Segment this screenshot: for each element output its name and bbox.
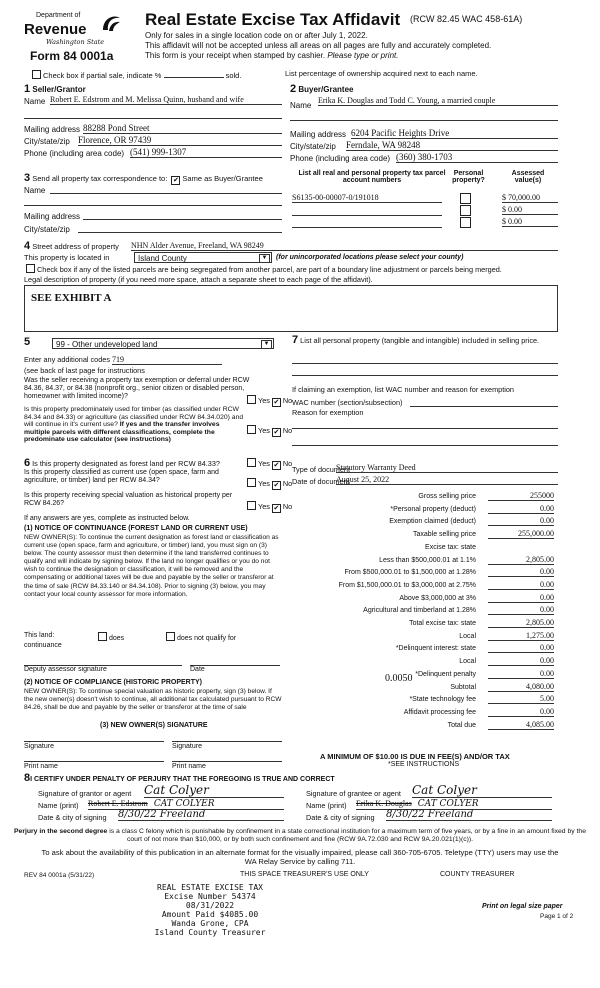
personal-property-checkbox[interactable] — [460, 193, 471, 204]
signature-label: Signature — [172, 743, 202, 750]
historic-no-checkbox[interactable]: ✔ — [273, 505, 280, 512]
print-name-label: Print name — [172, 763, 206, 770]
pct-note: List percentage of ownership acquired next to each name. — [285, 69, 478, 78]
chevron-down-icon: ▼ — [261, 340, 272, 349]
tax-row — [290, 542, 556, 553]
owner-print-name-line[interactable] — [172, 760, 282, 762]
assessed-value-header: Assessed value(s) — [511, 170, 545, 184]
tax-row-value[interactable]: 0.00 — [488, 707, 554, 717]
minimum-due-note: A MINIMUM OF $10.00 IS DUE IN FEE(S) AND/OR TAX — [320, 752, 510, 761]
tax-row-value[interactable]: 1,275.00 — [488, 631, 554, 641]
owner-print-name-line[interactable] — [24, 760, 164, 762]
tax-row — [290, 669, 556, 680]
tax-row-label: From $1,500,000.01 to $3,000,000 at 2.75% — [338, 581, 476, 589]
buyer-city-row: City/state/zip Ferndale, WA 98248 — [290, 142, 558, 151]
buyer-phone[interactable]: (360) 380-1703 — [396, 152, 558, 163]
parcel-number[interactable] — [292, 217, 442, 228]
land-use-select[interactable]: 99 - Other undeveloped land ▼ — [52, 338, 274, 349]
seller-heading: 1 Seller/Grantor — [24, 83, 86, 95]
tax-row-value[interactable]: 0.00 — [488, 504, 554, 514]
buyer-heading: 2 Buyer/Grantee — [290, 83, 354, 95]
page-number: Page 1 of 2 — [540, 913, 574, 920]
tax-row-label: Taxable selling price — [412, 531, 476, 539]
sec5-num: 5 — [24, 336, 31, 348]
tax-row-label: Excise tax: state — [425, 543, 476, 551]
doc-type-row: Type of document Statutory Warranty Deed — [292, 465, 558, 474]
tax-row-label: Total excise tax: state — [409, 620, 476, 627]
segregate-checkbox[interactable] — [26, 264, 35, 273]
seller-city-row: City/state/zip Florence, OR 97439 — [24, 137, 282, 146]
notice-continuance-body: NEW OWNER(S): To continue the current designation as forest land or classification as current use (open space, farm and agriculture, or timber) land, you must sign on (3) below. The county assessor must then determine if the land transferred continues to qualify and will indicate by signing below. If the land no longer qualifies or you do not wish to continue the designation or classification, it will be removed and the compensating or additional taxes will be due and payable by the seller or transferor at the time of sale (RCW 84.33.140 or 84.34.108). Prior to signing (3) below, you may contact your local county assessor for more information. — [24, 534, 279, 598]
tax-row-label: Subtotal — [450, 683, 476, 691]
parcel-number[interactable] — [292, 205, 442, 216]
tax-row — [290, 491, 556, 502]
exempt-label: If claiming an exemption, list WAC number and reason for exemption — [292, 385, 514, 394]
personal-property-line[interactable] — [292, 362, 558, 364]
sec4-located-row: This property is located in — [24, 253, 110, 262]
tax-row — [290, 720, 556, 731]
tax-row-label: *Personal property (deduct) — [390, 505, 476, 513]
reason-label: Reason for exemption — [292, 408, 364, 417]
wac-row: WAC number (section/subsection) — [292, 398, 558, 407]
personal-property-checkbox[interactable] — [460, 217, 471, 228]
sec3-addr-row: Mailing address — [24, 212, 282, 221]
tax-row — [290, 593, 556, 604]
seller-addr-row: Mailing address 88288 Pond Street — [24, 125, 282, 134]
tax-row-label: Affidavit processing fee — [403, 708, 476, 716]
does-not-checkbox[interactable] — [166, 632, 175, 641]
see-instructions: *SEE INSTRUCTIONS — [388, 761, 460, 768]
seller-phone[interactable]: (541) 999-1307 — [130, 147, 282, 158]
stamp-line: Island County Treasurer — [154, 928, 266, 937]
sec4-street-row: 4 Street address of property NHN Alder Avenue, Freeland, WA 98249 — [24, 240, 558, 252]
form-number: Form 84 0001a — [30, 49, 114, 63]
tax-row-label: *Delinquent penalty — [415, 670, 476, 678]
new-owner-signature-heading: (3) NEW OWNER(S) SIGNATURE — [100, 722, 208, 729]
grantee-name-row: Name (print) Erika K. Douglas CAT COLYER — [306, 801, 558, 810]
doc-type[interactable]: Statutory Warranty Deed — [336, 463, 558, 473]
stamp-line: Amount Paid $4085.00 — [161, 910, 259, 919]
forest-no-checkbox[interactable]: ✔ — [273, 462, 280, 469]
additional-codes-row: Enter any additional codes 719 — [24, 355, 222, 365]
this-land-row: This land: does does not qualify for — [24, 632, 237, 642]
tax-row-value[interactable]: 255,000.00 — [488, 529, 554, 539]
sec5-q2-answer: Yes ✔ No — [245, 425, 292, 437]
tax-row-value[interactable]: 0.00 — [488, 593, 554, 603]
sec3-name-line2[interactable] — [24, 204, 282, 206]
tax-row-value[interactable]: 4,080.00 — [488, 682, 554, 692]
header-line1: Only for sales in a single location code on or after July 1, 2022. — [145, 31, 368, 40]
grantor-signature-row: Signature of grantor or agent Cat Colyer — [38, 789, 288, 798]
stamp-line: 08/31/2022 — [185, 901, 235, 910]
partial-sale-checkbox[interactable] — [32, 70, 41, 79]
forest-yes-checkbox[interactable] — [247, 458, 256, 467]
parcel-row — [292, 193, 558, 204]
sec6-q1-answer: Yes ✔ No — [245, 458, 292, 470]
tax-row — [290, 694, 556, 705]
personal-property-checkbox[interactable] — [460, 205, 471, 216]
logo-state: Washington State — [46, 38, 105, 46]
sec5-q1: Was the seller receiving a property tax exemption or deferral under RCW 84.36, 84.37, or 84.38 (nonprofit org., senior citizen or disabled person, homeowner with limited income)? — [24, 377, 250, 400]
parcel-row — [292, 205, 558, 216]
tax-row-label: Gross selling price — [418, 493, 476, 500]
tax-row-label: *Delinquent interest: state — [395, 645, 476, 653]
tax-row-label: Local — [459, 632, 476, 640]
legal-description-text: SEE EXHIBIT A — [31, 292, 112, 304]
deputy-signature-label: Deputy assessor signature — [24, 666, 107, 673]
grantee-date-row: Date & city of signing 8/30/22 Freeland — [306, 813, 558, 822]
does-checkbox[interactable] — [98, 632, 107, 641]
parcel-row — [292, 217, 558, 228]
buyer-address[interactable]: 6204 Pacific Heights Drive — [351, 128, 558, 139]
property-street-address[interactable]: NHN Alder Avenue, Freeland, WA 98249 — [131, 241, 558, 251]
tax-row-label: Total due — [447, 721, 476, 729]
tax-row — [290, 605, 556, 616]
q2-yes-checkbox[interactable] — [247, 425, 256, 434]
sec3-heading: 3 Send all property tax correspondence to: ✔ Same as Buyer/Grantee — [24, 172, 263, 184]
grantor-name-row: Name (print) Robert E. Edstrom CAT COLYER — [38, 801, 288, 810]
see-back: (see back of last page for instructions — [24, 366, 145, 375]
tax-row — [290, 567, 556, 578]
parcel-number[interactable]: S6135-00-00007-0/191018 — [292, 193, 442, 203]
tax-row-value[interactable]: 0.00 — [488, 669, 554, 679]
sec3-city-row: City/state/zip — [24, 225, 282, 234]
revision-label: REV 84 0001a (5/31/22) — [24, 872, 95, 879]
buyer-addr-row: Mailing address 6204 Pacific Heights Drive — [290, 130, 558, 139]
sec6-q1: 6 Is this property designated as forest land per RCW 84.33? — [24, 457, 220, 469]
tax-row-value[interactable]: 0.00 — [488, 567, 554, 577]
doc-date[interactable]: August 25, 2022 — [336, 475, 558, 485]
grantor-date-row: Date & city of signing 8/30/22 Freeland — [38, 813, 288, 822]
grantor-name-struck: Robert E. Edstrom — [88, 799, 148, 808]
stamp-line: Wanda Grone, CPA — [171, 919, 249, 928]
segregate-row: Check box if any of the listed parcels are being segregated from another parcel, are part of a boundary line adjustment or parcels being merged. — [24, 264, 584, 274]
tax-row-value[interactable]: 255000 — [488, 491, 554, 501]
seller-address[interactable]: 88288 Pond Street — [83, 123, 282, 134]
form-title: Real Estate Excise Tax Affidavit — [145, 10, 401, 29]
tax-row — [290, 529, 556, 540]
tax-row-label: Above $3,000,000 at 3% — [399, 594, 476, 602]
buyer-name[interactable]: Erika K. Douglas and Todd C. Young, a married couple — [318, 96, 558, 106]
same-as-buyer-checkbox[interactable]: ✔ — [172, 177, 179, 184]
seller-phone-row: Phone (including area code) (541) 999-1307 — [24, 149, 282, 158]
tax-row — [290, 504, 556, 515]
doc-date-row: Date of document August 25, 2022 — [292, 477, 558, 486]
buyer-name-line2[interactable] — [290, 119, 558, 121]
county-treasurer-label: COUNTY TREASURER — [440, 871, 515, 878]
grantor-date-city[interactable]: 8/30/22 Freeland — [118, 809, 284, 821]
tax-row-value[interactable]: 2,805.00 — [488, 555, 554, 565]
deputy-date-label: Date — [190, 666, 205, 673]
sec6-q2-answer: Yes ✔ No — [245, 478, 292, 490]
legal-desc-label: Legal description of property (if you need more space, attach a separate sheet to each page of the affidavit). — [24, 275, 373, 284]
logo-revenue: Revenue — [24, 21, 87, 38]
stamp-line: Excise Number 54374 — [164, 892, 256, 901]
header-line2: This affidavit will not be accepted unless all areas on all pages are fully and accurately completed. — [145, 41, 492, 50]
sec6-intro: If any answers are yes, complete as instructed below. — [24, 515, 190, 522]
owner-signature-line[interactable] — [172, 740, 282, 742]
grantee-signature[interactable]: Cat Colyer — [412, 783, 552, 798]
tax-row — [290, 618, 556, 629]
tax-row — [290, 682, 556, 693]
tax-row-label: *State technology fee — [409, 696, 476, 704]
partial-sale-row: Check box if partial sale, indicate % sold. — [30, 69, 241, 80]
assessed-value[interactable]: $ 0.00 — [502, 205, 558, 215]
buyer-name-row: Name Erika K. Douglas and Todd C. Young, a married couple — [290, 101, 558, 110]
sec6-q3-answer: Yes ✔ No — [245, 501, 292, 513]
tax-row-label: Exemption claimed (deduct) — [389, 518, 476, 526]
tax-row — [290, 656, 556, 667]
logo-dept: Department of — [36, 12, 81, 19]
buyer-phone-row: Phone (including area code) (360) 380-1703 — [290, 154, 558, 163]
tax-row-value[interactable]: 0.00 — [488, 516, 554, 526]
legal-description-box[interactable] — [24, 285, 558, 332]
reason-line[interactable] — [292, 444, 558, 446]
q2-no-checkbox[interactable]: ✔ — [273, 429, 280, 436]
current-use-no-checkbox[interactable]: ✔ — [273, 482, 280, 489]
tax-row-value[interactable]: 0.00 — [488, 643, 554, 653]
sec3-name[interactable] — [50, 192, 282, 194]
tax-row — [290, 555, 556, 566]
personal-property-line[interactable] — [292, 374, 558, 376]
tax-row — [290, 643, 556, 654]
chevron-down-icon: ▼ — [259, 254, 270, 263]
grantee-date-city[interactable]: 8/30/22 Freeland — [386, 809, 552, 821]
parcels-header: List all real and personal property tax parcel account numbers — [298, 170, 446, 184]
perjury-notice: Perjury in the second degree is a class C felony which is punishable by confinement in a state correctional institution for a maximum term of five years, or by a fine in an amount fixed by the court of not more than $10,000, or by both such confinement and fine (RCW 9A.72.030 and RCW 9A.20.021(1)(c)). — [14, 828, 586, 843]
tax-row — [290, 631, 556, 642]
treasurer-use-label: THIS SPACE TREASURER'S USE ONLY — [240, 871, 369, 878]
q1-no-checkbox[interactable]: ✔ — [273, 399, 280, 406]
county-note: (for unincorporated locations please select your county) — [276, 254, 464, 261]
seller-name-row: Name Robert E. Edstrom and M. Melissa Quinn, husband and wife — [24, 97, 282, 106]
county-select[interactable]: Island County ▼ — [134, 252, 272, 263]
dor-logo — [24, 10, 128, 54]
tax-row-label: Less than $500,000.01 at 1.1% — [379, 556, 476, 564]
notice-compliance-heading: (2) NOTICE OF COMPLIANCE (HISTORIC PROPERTY) — [24, 679, 202, 686]
tax-row-value[interactable]: 5.00 — [488, 694, 554, 704]
historic-yes-checkbox[interactable] — [247, 501, 256, 510]
tax-row-value[interactable]: 0.00 — [488, 656, 554, 666]
owner-signature-line[interactable] — [24, 740, 164, 742]
grantee-name-handwritten: CAT COLYER — [417, 799, 479, 809]
tax-row — [290, 707, 556, 718]
sec5-q2: Is this property predominately used for timber (as classified under RCW 84.34 and 84.33) or agriculture (as classified under RCW 84.34.020) and will continue in it's current use? If yes and the transfer involves multiple parcels with different classifications, complete the predominate use calculator (see instructions) — [24, 406, 244, 444]
signature-label: Signature — [24, 743, 54, 750]
local-rate: 0.0050 — [385, 673, 413, 684]
tax-row — [290, 580, 556, 591]
tax-row-value[interactable]: 0.00 — [488, 580, 554, 590]
print-name-label: Print name — [24, 763, 58, 770]
sec3-address[interactable] — [83, 218, 282, 220]
seller-name-line2[interactable] — [24, 117, 282, 119]
personal-property-header: Personal property? — [452, 170, 485, 184]
sec3-city[interactable] — [78, 231, 282, 233]
tax-row-label: From $500,000.01 to $1,500,000 at 1.28% — [344, 569, 476, 577]
assessed-value[interactable]: $ 70,000.00 — [502, 193, 558, 203]
tax-row-label: Agricultural and timberland at 1.28% — [363, 607, 476, 615]
wac-number[interactable] — [410, 405, 558, 407]
tax-row-value[interactable]: 0.00 — [488, 605, 554, 615]
alt-format-notice: To ask about the availability of this publication in an alternate format for the visually impaired, please call 360-705-6705. Teletype (TTY) users may use the WA Relay Service by calling 711. — [41, 848, 559, 866]
sec3-name-row: Name — [24, 186, 282, 195]
grantor-signature[interactable]: Cat Colyer — [144, 783, 284, 798]
current-use-yes-checkbox[interactable] — [247, 478, 256, 487]
stamp-line: REAL ESTATE EXCISE TAX — [157, 883, 263, 892]
assessed-value[interactable]: $ 0.00 — [502, 217, 558, 227]
sec6-q2: Is this property classified as current use (open space, farm and agriculture, or timber) land per RCW 84.34? — [24, 469, 219, 484]
sec5-q1-answer: Yes ✔ No — [245, 395, 292, 407]
additional-codes[interactable]: 719 — [112, 355, 222, 365]
header-line3: This form is your receipt when stamped by cashier. Please type or print. — [145, 51, 399, 60]
continuance-label: continuance — [24, 642, 62, 649]
legal-paper-note: Print on legal size paper — [482, 903, 563, 910]
notice-continuance-heading: (1) NOTICE OF CONTINUANCE (FOREST LAND OR CURRENT USE) — [24, 525, 248, 532]
tax-row-value[interactable]: 2,805.00 — [488, 618, 554, 628]
buyer-city[interactable]: Ferndale, WA 98248 — [346, 140, 558, 151]
form-rcw: (RCW 82.45 WAC 458-61A) — [410, 14, 523, 24]
grantor-name-handwritten: CAT COLYER — [153, 799, 215, 809]
tax-row-value[interactable]: 4,085.00 — [488, 720, 554, 730]
sec7-heading: 7 List all personal property (tangible and intangible) included in selling price. — [292, 334, 540, 346]
treasurer-stamp — [110, 883, 310, 937]
grantee-name-struck: Erika K. Douglas — [356, 799, 412, 808]
partial-sale-percent[interactable] — [164, 69, 224, 78]
tax-row-label: Local — [459, 658, 476, 666]
sec6-q3: Is this property receiving special valuation as historical property per RCW 84.26? — [24, 492, 233, 507]
logo-swoosh-icon — [100, 12, 122, 34]
grantee-signature-row: Signature of grantee or agent Cat Colyer — [306, 789, 558, 798]
tax-row — [290, 516, 556, 527]
q1-yes-checkbox[interactable] — [247, 395, 256, 404]
reason-line[interactable] — [292, 427, 558, 429]
notice-compliance-body: NEW OWNER(S): To continue special valuation as historic property, sign (3) below. If the new owner(s) doesn't wish to continue, all additional tax calculated pursuant to RCW 84.26, shall be due and payable by the seller or transferor at the time of sale — [24, 688, 282, 712]
seller-name[interactable]: Robert E. Edstrom and M. Melissa Quinn, husband and wife — [50, 95, 282, 105]
certify-heading: 8I CERTIFY UNDER PENALTY OF PERJURY THAT THE FOREGOING IS TRUE AND CORRECT — [24, 772, 335, 784]
seller-city[interactable]: Florence, OR 97439 — [78, 135, 282, 146]
